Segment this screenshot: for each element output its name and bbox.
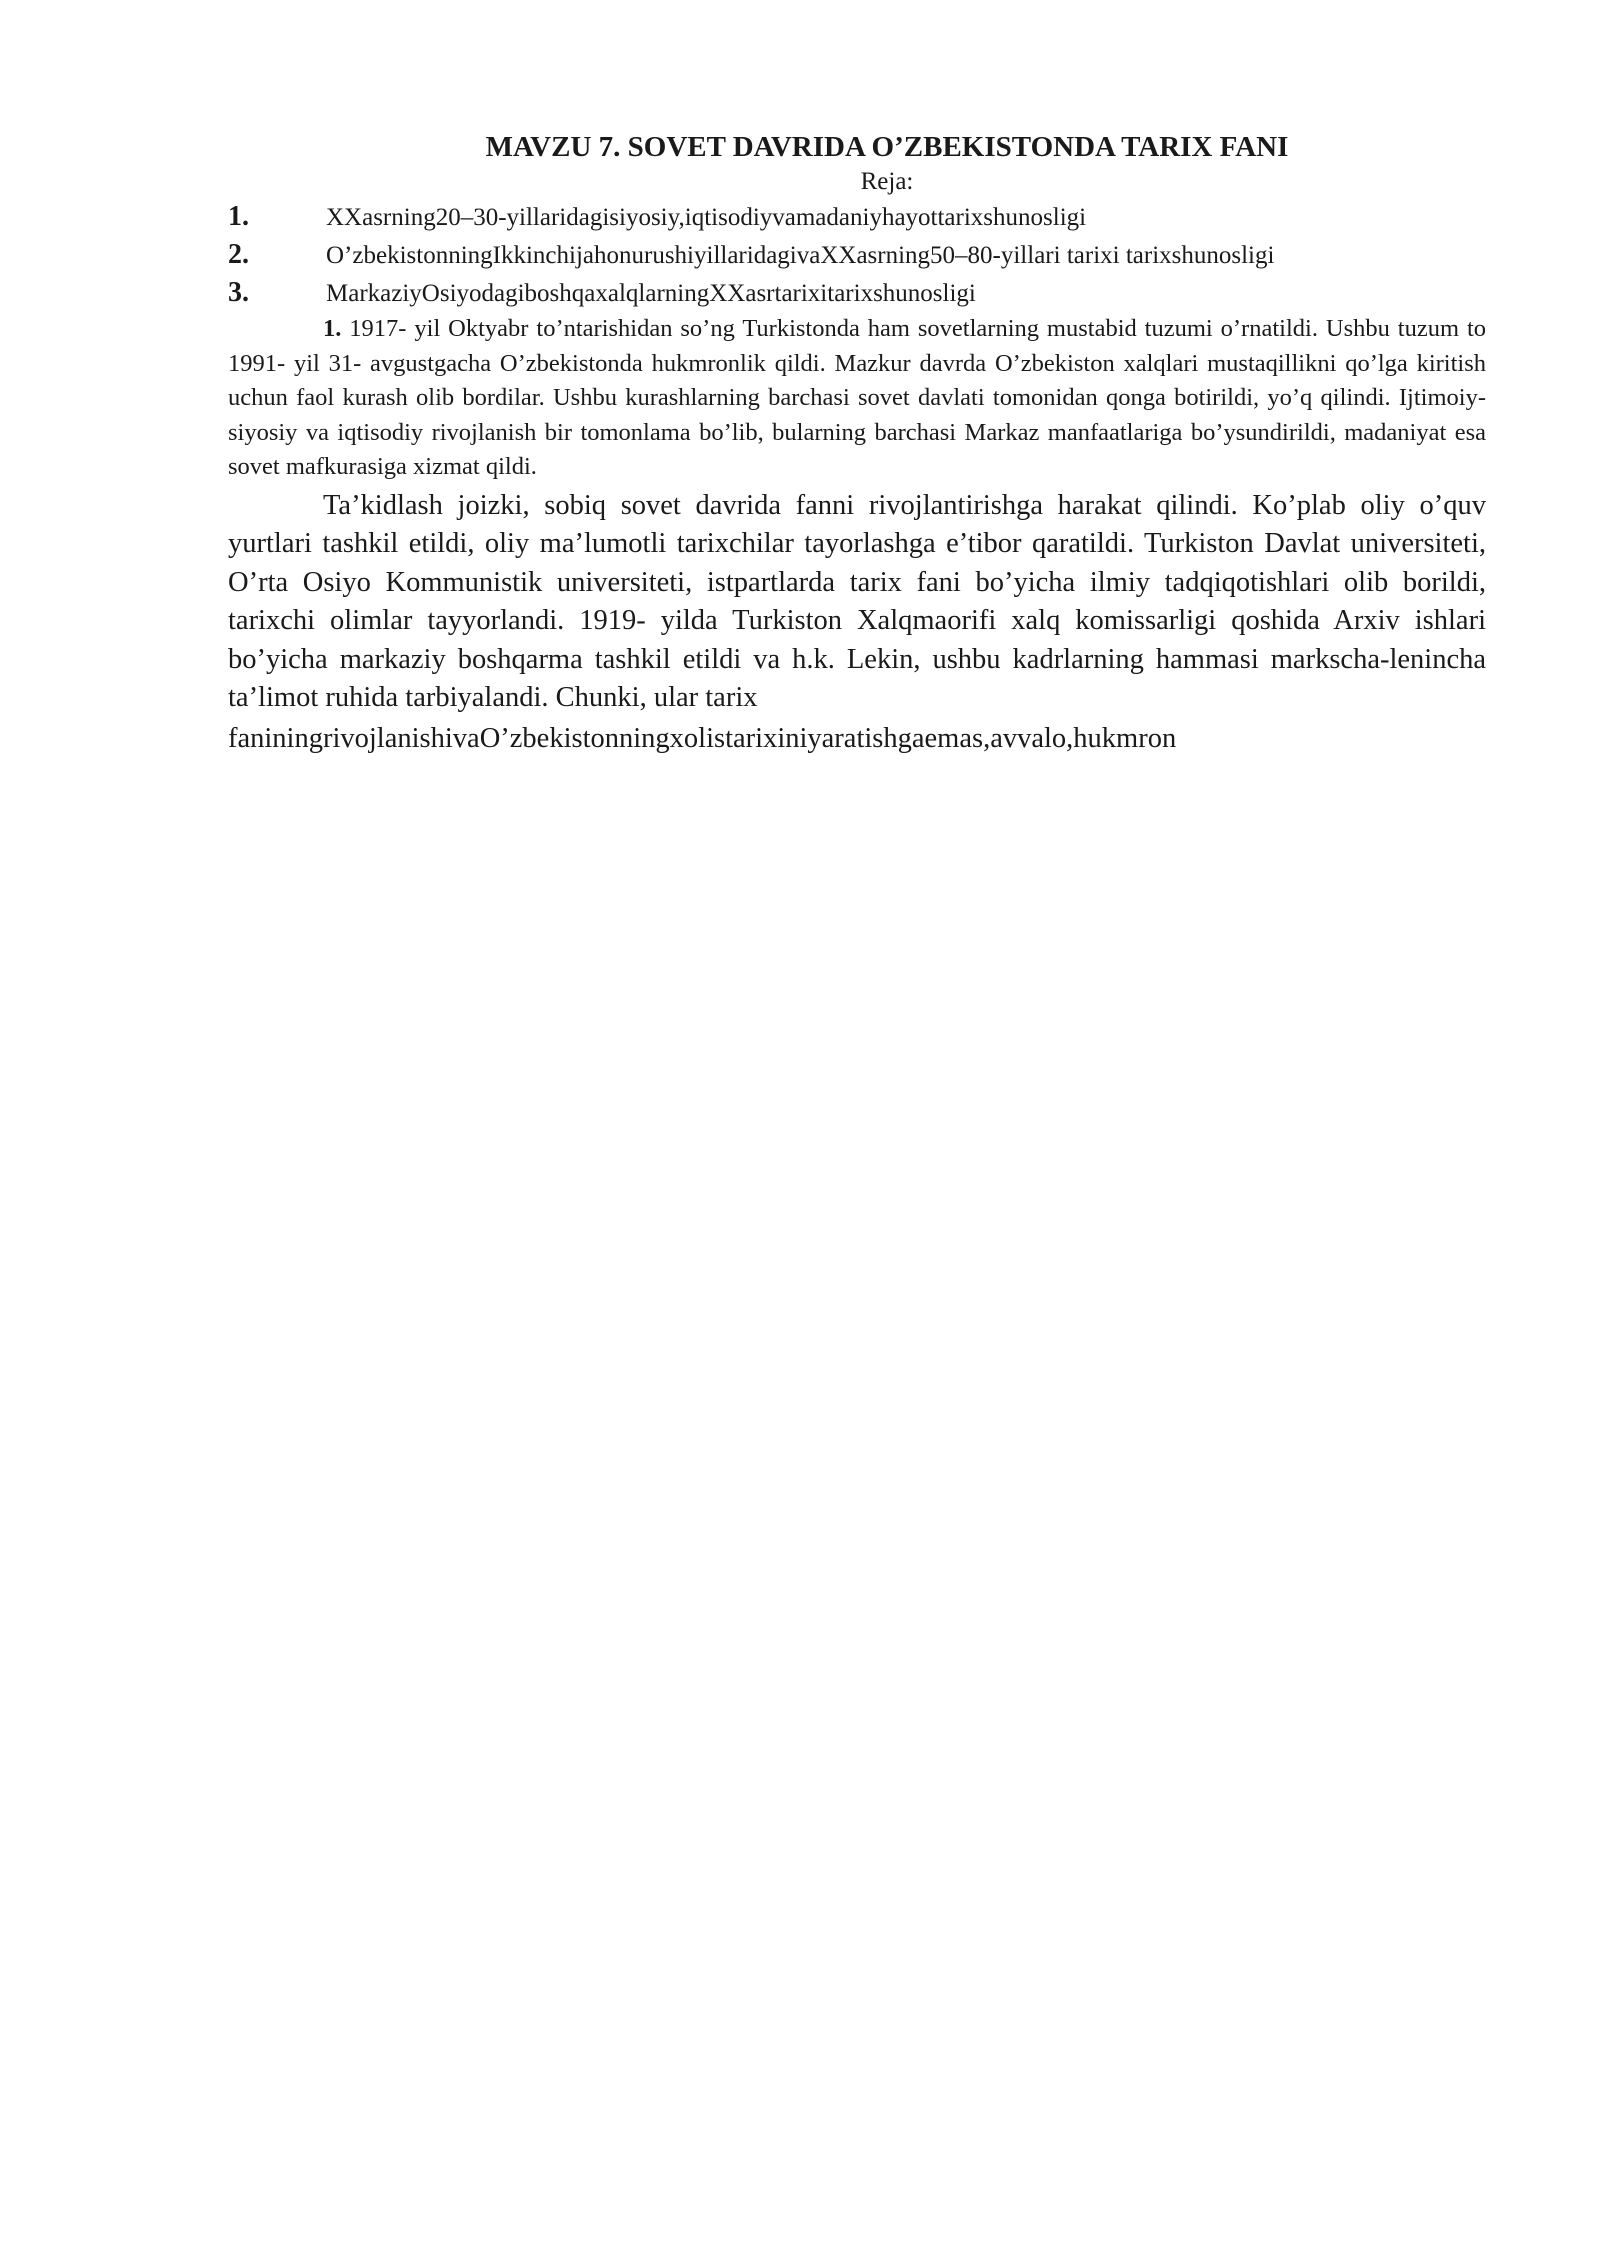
- plan-item-text: MarkaziyOsiyodagiboshqaxalqlarningXXasrtarixitarixshunosligi: [326, 280, 976, 307]
- plan-item-number: 1.: [228, 201, 249, 232]
- plan-heading: Reja:: [860, 168, 914, 195]
- document-title: MAVZU 7. SOVET DAVRIDA O’ZBEKISTONDA TARIX FANI: [485, 131, 1289, 163]
- plan-item-text: XXasrning20–30-yillaridagisiyosiy,iqtisodiyvamadaniyhayottarixshunosligi: [326, 204, 1087, 231]
- plan-item: [228, 274, 1486, 312]
- paragraph-number: 1.: [323, 315, 342, 342]
- paragraph-science-last-line: faniningrivojlanishivaO’zbekistonningxolistarixiniyaratishgaemas,avvalo,hukmron: [228, 722, 1177, 754]
- plan-item: [228, 236, 1486, 274]
- plan-item-number: 3.: [228, 277, 249, 308]
- paragraph-intro-text: 1917- yil Oktyabr to’ntarishidan so’ng Turkistonda ham sovetlarning mustabid tuzumi o’rnatildi. Ushbu tuzum to 1991- yil 31- avgustgacha O’zbekistonda hukmronlik qildi. Mazkur davrda O’zbekiston xalqlari mustaqillikni qo’lga kiritish uchun faol kurash olib bordilar. Ushbu kurashlarning barchasi sovet davlati tomonidan qonga botirildi, yo’q qilindi. Ijtimoiy-siyosiy va iqtisodiy rivojlanish bir tomonlama bo’lib, bularning barchasi Markaz manfaatlariga bo’ysundirildi, madaniyat esa sovet mafkurasiga xizmat qildi.: [228, 315, 1486, 480]
- paragraph-science: [228, 487, 1486, 718]
- document-page: [228, 128, 1486, 758]
- paragraph-science-text: Ta’kidlash joizki, sobiq sovet davrida fanni rivojlantirishga harakat qilindi. Ko’plab oliy o’quv yurtlari tashkil etildi, oliy ma’lumotli tarixchilar tayorlashga e’tibor qaratildi. Turkiston Davlat universiteti, O’rta Osiyo Kommunistik universiteti, istpartlarda tarix fani bo’yicha ilmiy tadqiqotishlari olib borildi, tarixchi olimlar tayyorlandi. 1919- yilda Turkiston Xalqmaorifi xalq komissarligi qoshida Arxiv ishlari bo’yicha markaziy boshqarma tashkil etildi va h.k. Lekin, ushbu kadrlarning hammasi markscha-lenincha ta’limot ruhida tarbiyalandi. Chunki, ular tarix: [228, 489, 1486, 713]
- plan-item-text: O’zbekistonningIkkinchijahonurushiyillaridagivaXXasrning50–80-yillari tarixi tarixshunosligi: [326, 242, 1275, 269]
- plan-item-number: 2.: [228, 239, 249, 270]
- paragraph-intro: [228, 312, 1486, 485]
- plan-list: [228, 198, 1486, 312]
- plan-item: [228, 198, 1486, 236]
